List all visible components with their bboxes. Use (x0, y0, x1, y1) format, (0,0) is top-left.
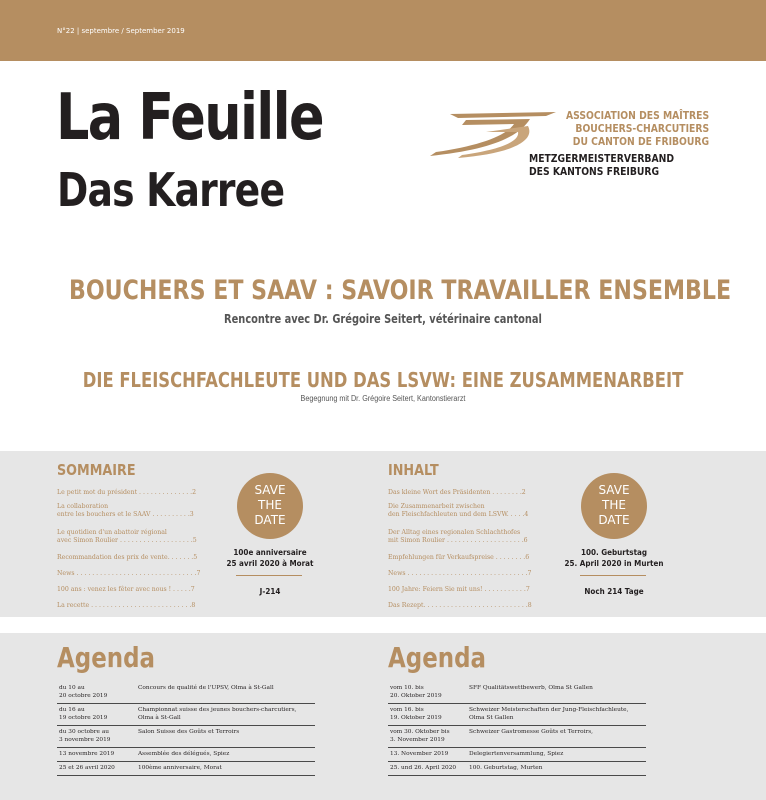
header-bar (0, 0, 766, 61)
subtitle-de: Begegnung mit Dr. Grégoire Seitert, Kantonstierarzt (300, 394, 466, 403)
toc-item[interactable]: Recommandation des prix de vente. . . . . . .5 (57, 554, 198, 561)
association-name-fr (566, 110, 709, 149)
anniversary-text-de: 100. Geburtstag 25. April 2020 in Murten (564, 548, 664, 568)
table-row: vom 30. Oktober bis 3. November 2019 Schweizer Gastromesse Goûts et Terroirs, (388, 727, 646, 748)
table-row: vom 16. bis 19. Oktober 2019 Schweizer Meisterschaften der Jung-Fleischfachleute, Olma St Gallen (388, 705, 646, 726)
issue-number: N°22 | septembre / September 2019 (57, 27, 185, 35)
table-row: du 16 au 19 octobre 2019 Championnat suisse des jeunes bouchers-charcutiers, Olma à St-Gall (57, 705, 315, 726)
table-row: 13. November 2019 Delegiertenversammlung, Spiez (388, 749, 646, 762)
agenda-title-fr: Agenda (57, 641, 156, 674)
anniversary-text-fr: 100e anniversaire 25 avril 2020 à Morat (226, 548, 314, 568)
toc-item[interactable]: 100 Jahre: Feiern Sie mit uns! . . . . . . . . . . .7 (388, 586, 530, 593)
toc-item[interactable]: News . . . . . . . . . . . . . . . . . . . . . . . . . . . . . . .7 (57, 570, 201, 577)
toc-item[interactable]: Le quotidien d'un abattoir régional avec Simon Roulier . . . . . . . . . . . . . . . . . . .5 (57, 529, 197, 544)
table-row: 25. und 26. April 2020 100. Geburtstag, Murten (388, 763, 646, 776)
agenda-panel (0, 633, 766, 800)
toc-item[interactable]: Das Rezept. . . . . . . . . . . . . . . . . . . . . . . . . . .8 (388, 602, 532, 609)
association-line: DES KANTONS FREIBURG (529, 166, 660, 178)
table-row: vom 10. bis 20. Oktober 2019 SFF Qualitätswettbewerb, Olma St Gallen (388, 683, 646, 704)
summary-panel (0, 451, 766, 617)
toc-item[interactable]: News . . . . . . . . . . . . . . . . . . . . . . . . . . . . . . .7 (388, 570, 532, 577)
save-the-date-badge-de: SAVE THE DATE (581, 473, 647, 539)
masthead-title-de: Das Karree (57, 163, 285, 217)
toc-item[interactable]: Le petit mot du président . . . . . . . . . . . . . .2 (57, 489, 197, 496)
inhalt-title: INHALT (388, 461, 439, 479)
divider (236, 575, 302, 576)
countdown-de: Noch 214 Tage (584, 587, 644, 596)
association-line: DU CANTON DE FRIBOURG (572, 136, 710, 148)
association-line: METZGERMEISTERVERBAND (529, 153, 675, 165)
toc-item[interactable]: Empfehlungen für Verkaufspreise . . . . . . . .6 (388, 554, 530, 561)
sommaire-title: SOMMAIRE (57, 461, 136, 479)
divider (580, 575, 646, 576)
headline-de: DIE FLEISCHFACHLEUTE UND DAS LSVW: EINE ZUSAMMENARBEIT (82, 368, 684, 392)
toc-item[interactable]: 100 ans : venez les fêter avec nous ! . . . . .7 (57, 586, 195, 593)
association-name-de (529, 153, 674, 179)
save-the-date-badge-fr: SAVE THE DATE (237, 473, 303, 539)
agenda-title-de: Agenda (388, 641, 487, 674)
toc-item[interactable]: Das kleine Wort des Präsidenten . . . . . . . .2 (388, 489, 526, 496)
table-row: du 10 au 20 octobre 2019 Concours de qualité de l'UPSV, Olma à St-Gall (57, 683, 315, 704)
headline-fr: BOUCHERS ET SAAV : SAVOIR TRAVAILLER ENSEMBLE (68, 275, 732, 306)
association-line: BOUCHERS-CHARCUTIERS (575, 123, 710, 135)
toc-item[interactable]: La collaboration entre les bouchers et le SAAV . . . . . . . . . .3 (57, 503, 194, 518)
table-row: du 30 octobre au 3 novembre 2019 Salon Suisse des Goûts et Terroirs (57, 727, 315, 748)
table-row: 25 et 26 avril 2020 100ème anniversaire, Morat (57, 763, 315, 776)
countdown-fr: J-214 (259, 587, 281, 596)
toc-item[interactable]: Die Zusammenarbeit zwischen den Fleischfachleuten und dem LSVW. . . . .4 (388, 503, 529, 518)
toc-item[interactable]: Der Alltag eines regionalen Schlachthofes mit Simon Roulier . . . . . . . . . . . . . . . . . . . .6 (388, 529, 528, 544)
masthead-title-fr: La Feuille (56, 81, 323, 155)
subtitle-fr: Rencontre avec Dr. Grégoire Seitert, vétérinaire cantonal (224, 312, 542, 326)
toc-item[interactable]: La recette . . . . . . . . . . . . . . . . . . . . . . . . . .8 (57, 602, 196, 609)
table-row: 13 novembre 2019 Assemblée des délégués, Spiez (57, 749, 315, 762)
association-line: ASSOCIATION DES MAÎTRES (566, 110, 710, 122)
